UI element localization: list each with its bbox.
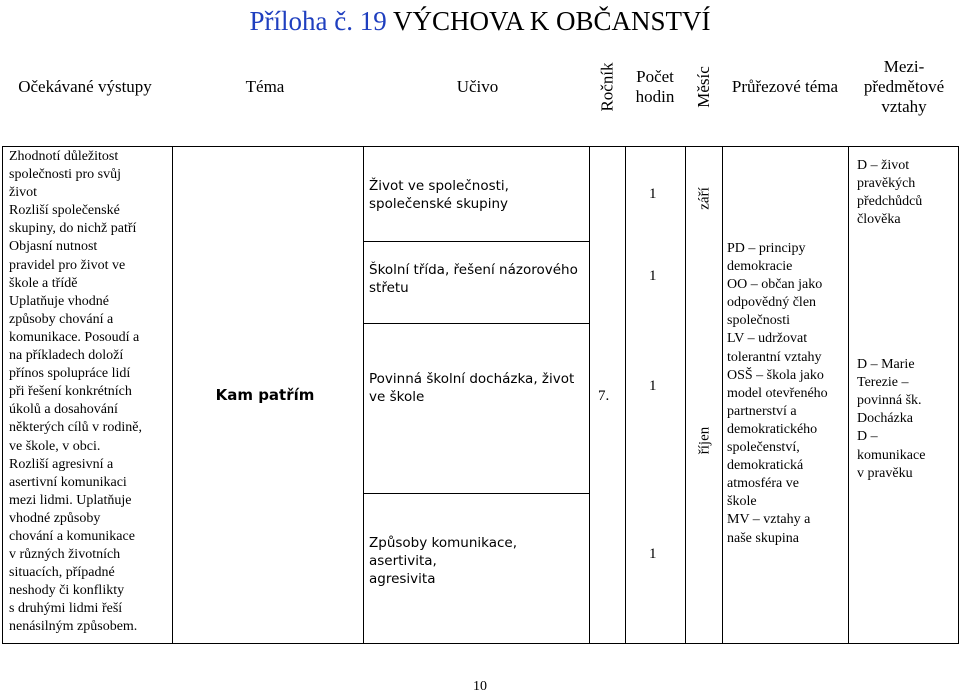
- curriculum-item: Život ve společnosti, společenské skupiny: [369, 178, 509, 212]
- header-month: Měsíc: [694, 66, 714, 108]
- cross-topic-line: odpovědný člen: [727, 295, 817, 311]
- output-line: Uplatňuje vhodné: [9, 293, 109, 309]
- cross-topic-line: partnerství a: [727, 403, 797, 419]
- hours-value: 1: [649, 186, 657, 202]
- inter-subject-line: [857, 266, 957, 284]
- annex-label: Příloha č. 19: [249, 6, 387, 36]
- cross-topic-line: OSŠ – škola jako: [727, 367, 824, 383]
- inter-subject-line: D – Marie: [857, 357, 915, 373]
- header-curriculum: Učivo: [456, 77, 499, 96]
- inter-subject-line: [857, 320, 957, 338]
- cross-topic-line: LV – udržovat: [727, 331, 808, 347]
- output-line: Rozliší agresivní a: [9, 456, 114, 472]
- cross-topic-line: společnosti: [727, 313, 790, 329]
- cross-topic-line: atmosféra ve: [727, 476, 799, 492]
- output-line: nenásilným způsobem.: [9, 619, 138, 635]
- cross-topic-line: OO – občan jako: [727, 277, 823, 293]
- cross-topic-line: tolerantní vztahy: [727, 349, 822, 365]
- cross-topic-line: demokratická: [727, 458, 804, 474]
- month-october: říjen: [696, 426, 713, 454]
- subject-title: VÝCHOVA K OBČANSTVÍ: [392, 6, 711, 36]
- inter-subject-line: [857, 229, 957, 247]
- hours-value: 1: [649, 268, 657, 284]
- inter-subject-line: Terezie –: [857, 375, 909, 391]
- header-expected-outputs: Očekávané výstupy: [18, 77, 152, 96]
- output-line: vhodné způsoby: [9, 510, 101, 526]
- curriculum-item: Školní třída, řešení názorového střetu: [369, 262, 578, 296]
- output-line: společnosti pro svůj: [9, 167, 121, 183]
- output-line: mezi lidmi. Uplatňuje: [9, 492, 132, 508]
- inter-subject-line: povinná šk.: [857, 393, 922, 409]
- curriculum-divider: [363, 241, 589, 242]
- page-number: 10: [473, 679, 487, 694]
- inter-subject-line: [857, 247, 957, 265]
- inter-subject-line: [857, 302, 957, 320]
- table-header: [0, 48, 960, 126]
- cross-topic-line: MV – vztahy a: [727, 512, 811, 528]
- curriculum-item: Povinná školní docházka, život ve škole: [369, 371, 575, 405]
- inter-subject-line: [857, 338, 957, 356]
- hours-value: 1: [649, 546, 657, 562]
- header-inter-subject: Mezi- předmětové vztahy: [863, 57, 945, 116]
- cell-hours: [626, 147, 686, 644]
- inter-subject-line: komunikace: [857, 447, 926, 463]
- output-line: ve škole, v obci.: [9, 438, 101, 454]
- inter-subject-line: pravěkých: [857, 176, 916, 192]
- cross-topics-text: [727, 240, 849, 548]
- curriculum-divider: [363, 323, 589, 324]
- output-line: škole a třídě: [9, 275, 78, 291]
- inter-subject-line: člověka: [857, 212, 901, 228]
- cross-topic-line: naše skupina: [727, 530, 799, 546]
- cross-topic-line: PD – principy: [727, 241, 806, 256]
- output-line: chování a komunikace: [9, 528, 135, 544]
- cross-topic-line: demokratického: [727, 421, 818, 437]
- output-line: neshody či konflikty: [9, 583, 125, 599]
- header-topic: Téma: [245, 77, 285, 96]
- inter-subject-line: D –: [857, 429, 878, 445]
- curriculum-divider: [363, 493, 589, 494]
- output-line: situacích, případné: [9, 565, 115, 581]
- output-line: Rozliší společenské: [9, 203, 120, 219]
- header-hours: Počet hodin: [635, 67, 675, 106]
- header-grade: Ročník: [598, 62, 618, 112]
- output-line: úkolů a dosahování: [9, 402, 118, 418]
- topic-text: Kam patřím: [215, 386, 315, 404]
- output-line: na příkladech doloží: [9, 348, 124, 364]
- expected-outputs-text: [9, 148, 174, 637]
- inter-subject-text: [857, 157, 957, 483]
- inter-subject-line: Docházka: [857, 411, 913, 427]
- output-line: skupiny, do nichž patří: [9, 221, 137, 237]
- cell-month: [686, 147, 723, 644]
- cross-topic-line: demokracie: [727, 259, 793, 275]
- cross-topic-line: škole: [727, 494, 757, 510]
- header-cross-topic: Průřezové téma: [731, 77, 839, 96]
- output-line: s druhými lidmi řeší: [9, 601, 123, 617]
- output-line: způsoby chování a: [9, 311, 114, 327]
- output-line: Zhodnotí důležitost: [9, 149, 119, 164]
- curriculum-item: Způsoby komunikace, asertivita, agresivita: [369, 535, 517, 587]
- inter-subject-line: v pravěku: [857, 465, 913, 481]
- output-line: v různých životních: [9, 547, 121, 563]
- cross-topic-line: model otevřeného: [727, 385, 828, 401]
- output-line: Objasní nutnost: [9, 239, 98, 255]
- month-september: září: [696, 186, 713, 210]
- output-line: asertivní komunikaci: [9, 474, 127, 490]
- inter-subject-line: D – život: [857, 158, 910, 173]
- inter-subject-line: předchůdců: [857, 194, 923, 210]
- output-line: při řešení konkrétních: [9, 384, 132, 400]
- output-line: komunikace. Posoudí a: [9, 329, 140, 345]
- grade-value: 7.: [598, 388, 610, 404]
- cross-topic-line: společenství,: [727, 440, 800, 456]
- hours-value: 1: [649, 378, 657, 394]
- page-title: [0, 4, 960, 38]
- inter-subject-line: [857, 284, 957, 302]
- output-line: pravidel pro život ve: [9, 257, 126, 273]
- output-line: přínos spolupráce lidí: [9, 366, 131, 382]
- output-line: některých cílů v rodině,: [9, 420, 142, 436]
- output-line: život: [9, 185, 37, 201]
